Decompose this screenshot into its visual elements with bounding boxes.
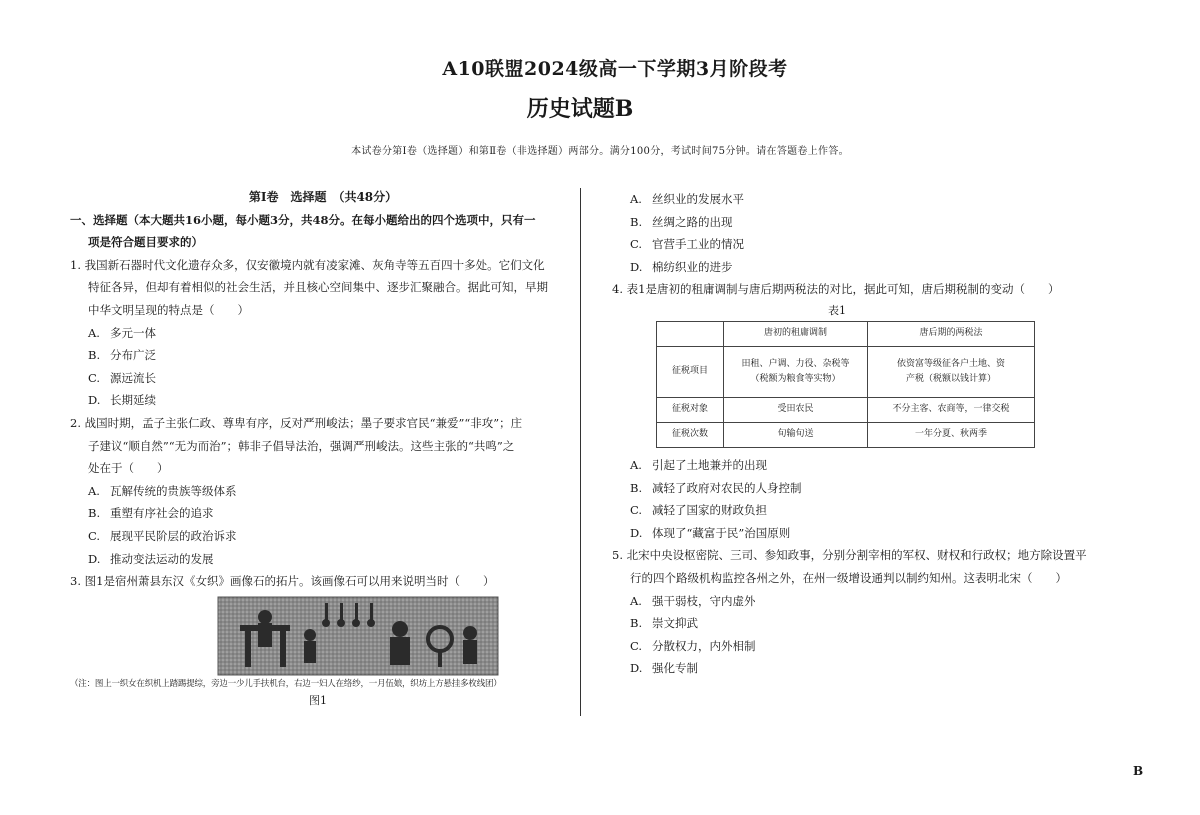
option-text: 减轻了国家的财政负担 [652, 503, 767, 518]
option-a[interactable] [70, 322, 546, 345]
option-letter: C. [630, 503, 643, 518]
option-d[interactable] [612, 657, 1082, 680]
option-letter: D. [630, 259, 643, 274]
option-c[interactable] [70, 367, 546, 390]
option-text: 强化专制 [652, 661, 698, 676]
option-letter: D. [88, 551, 101, 566]
option-text: 多元一体 [110, 325, 156, 340]
rubbing-illustration [70, 595, 546, 677]
page-version-letter: B [1133, 764, 1144, 778]
exam-notice: 本试卷分第Ⅰ卷（选择题）和第Ⅱ卷（非选择题）两部分。满分100分，考试时间75分钟。请在答题卷上作答。 [351, 146, 849, 157]
question-5 [612, 544, 1087, 680]
question-text: 处在于（ ） [88, 461, 169, 476]
left-column [70, 186, 546, 711]
option-text: 瓦解传统的贵族等级体系 [110, 483, 237, 498]
option-a[interactable] [612, 590, 1082, 613]
option-letter: B. [88, 348, 101, 363]
question-text: 3. 图1是宿州萧县东汉《女织》画像石的拓片。该画像石可以用来说明当时（ ） [70, 574, 495, 589]
option-letter: A. [88, 325, 100, 340]
question-4 [612, 278, 1082, 544]
option-text: 引起了土地兼并的出现 [652, 457, 767, 472]
question-text: 4. 表1是唐初的租庸调制与唐后期两税法的对比，据此可知，唐后期税制的变动（ ） [612, 282, 1060, 297]
option-text: 崇文抑武 [652, 616, 698, 631]
option-d[interactable] [70, 548, 546, 571]
option-letter: B. [630, 214, 643, 229]
option-text: 丝织业的发展水平 [652, 192, 744, 206]
option-letter: C. [630, 237, 643, 252]
table-cell: 旬输旬送 [724, 422, 868, 447]
option-a[interactable] [612, 188, 1082, 211]
option-d[interactable] [612, 256, 1082, 279]
question-text: 中华文明呈现的特点是（ ） [88, 302, 249, 317]
option-b[interactable] [612, 477, 1082, 500]
table-cell: 征税次数 [657, 422, 724, 447]
option-text: 丝绸之路的出现 [652, 214, 733, 229]
question-text: 5. 北宋中央设枢密院、三司、参知政事，分别分割宰相的军权、财权和行政权；地方除设置平 [612, 548, 1087, 563]
option-a[interactable] [70, 480, 546, 503]
exam-subtitle: 历史试题B [526, 96, 634, 122]
option-text: 长期延续 [110, 393, 156, 408]
option-letter: B. [630, 616, 643, 631]
option-text: 重塑有序社会的追求 [110, 506, 214, 521]
option-text: 分散权力，内外相制 [652, 638, 756, 653]
option-text: 减轻了政府对农民的人身控制 [652, 480, 802, 495]
option-letter: A. [88, 483, 100, 498]
table-row [657, 397, 1035, 422]
option-b[interactable] [70, 502, 546, 525]
option-c[interactable] [612, 233, 1082, 256]
question-text: 2. 战国时期，孟子主张仁政、尊卑有序，反对严刑峻法；墨子要求官民“兼爱”“非攻”；庄 [70, 415, 523, 430]
tax-comparison-table [656, 321, 1035, 448]
option-c[interactable] [612, 635, 1082, 658]
section-heading: 第Ⅰ卷 选择题 （共48分） [248, 190, 398, 204]
exam-title: A10联盟2024级高一下学期3月阶段考 [442, 58, 788, 80]
table-header-row [657, 321, 1035, 346]
option-b[interactable] [612, 211, 1082, 234]
option-b[interactable] [70, 344, 546, 367]
table-cell: 唐初的租庸调制 [724, 321, 868, 346]
option-text: 分布广泛 [110, 348, 156, 363]
option-a[interactable] [612, 454, 1082, 477]
table-row [657, 422, 1035, 447]
instruction-line: 项是符合题目要求的） [88, 235, 203, 250]
instruction-line: 一、选择题（本大题共16小题，每小题3分，共48分。在每小题给出的四个选项中，只有一 [70, 212, 536, 227]
question-3-options [612, 188, 1082, 278]
table-row [657, 346, 1035, 397]
question-text: 子建议“顺自然”“无为而治”；韩非子倡导法治，强调严刑峻法。这些主张的“共鸣”之 [88, 438, 515, 453]
option-letter: D. [630, 661, 643, 676]
option-letter: A. [630, 593, 642, 608]
table-cell: 征税对象 [657, 397, 724, 422]
option-letter: C. [630, 638, 643, 653]
option-c[interactable] [612, 499, 1082, 522]
option-text: 推动变法运动的发展 [110, 551, 214, 566]
option-letter: A. [630, 457, 642, 472]
table-caption: 表1 [828, 303, 846, 317]
option-letter: C. [88, 370, 101, 385]
option-b[interactable] [612, 612, 1082, 635]
column-divider [580, 188, 581, 716]
table-cell: 依资富等级征各户土地、资 产税（税额以钱计算） [868, 346, 1035, 397]
table-cell: 一年分夏、秋两季 [868, 422, 1035, 447]
question-2 [70, 412, 546, 570]
figure-caption: 图1 [309, 693, 327, 707]
table-cell: 唐后期的两税法 [868, 321, 1035, 346]
question-text: 行的四个路级机构监控各州之外，在州一级增设通判以制约知州。这表明北宋（ ） [630, 570, 1067, 585]
option-letter: D. [630, 525, 643, 540]
stone-relief-rubbing-image [70, 595, 546, 677]
option-d[interactable] [612, 522, 1082, 545]
question-1 [70, 254, 546, 412]
question-3 [70, 570, 546, 711]
table-cell: 受田农民 [724, 397, 868, 422]
question-text: 1. 我国新石器时代文化遗存众多，仅安徽境内就有凌家滩、灰角寺等五百四十多处。它们文化 [70, 257, 545, 272]
option-text: 体现了“藏富于民”治国原则 [652, 525, 791, 540]
option-letter: D. [88, 393, 101, 408]
option-c[interactable] [70, 525, 546, 548]
option-d[interactable] [70, 389, 546, 412]
option-letter: C. [88, 528, 101, 543]
option-letter: A. [630, 192, 642, 206]
figure-note: （注：图上一织女在织机上踏踢提综，旁边一少儿手扶机台，右边一妇人在络纱，一月伍娘，织坊上方悬挂多枚线团） [70, 678, 502, 689]
option-letter: B. [88, 506, 101, 521]
option-text: 源远流长 [110, 370, 156, 385]
table-cell: 征税项目 [657, 346, 724, 397]
option-text: 展现平民阶层的政治诉求 [110, 528, 237, 543]
option-text: 棉纺织业的进步 [652, 259, 733, 274]
table-cell [657, 321, 724, 346]
option-text: 强干弱枝，守内虚外 [652, 593, 756, 608]
question-text: 特征各异，但却有着相似的社会生活，并且核心空间集中、逐步汇聚融合。据此可知，早期 [88, 280, 548, 295]
option-letter: B. [630, 480, 643, 495]
option-text: 官营手工业的情况 [652, 237, 744, 252]
table-cell: 田租、户调、力役、杂税等 （税额为粮食等实物） [724, 346, 868, 397]
right-column [612, 188, 1087, 680]
table-cell: 不分主客、农商等，一律交税 [868, 397, 1035, 422]
